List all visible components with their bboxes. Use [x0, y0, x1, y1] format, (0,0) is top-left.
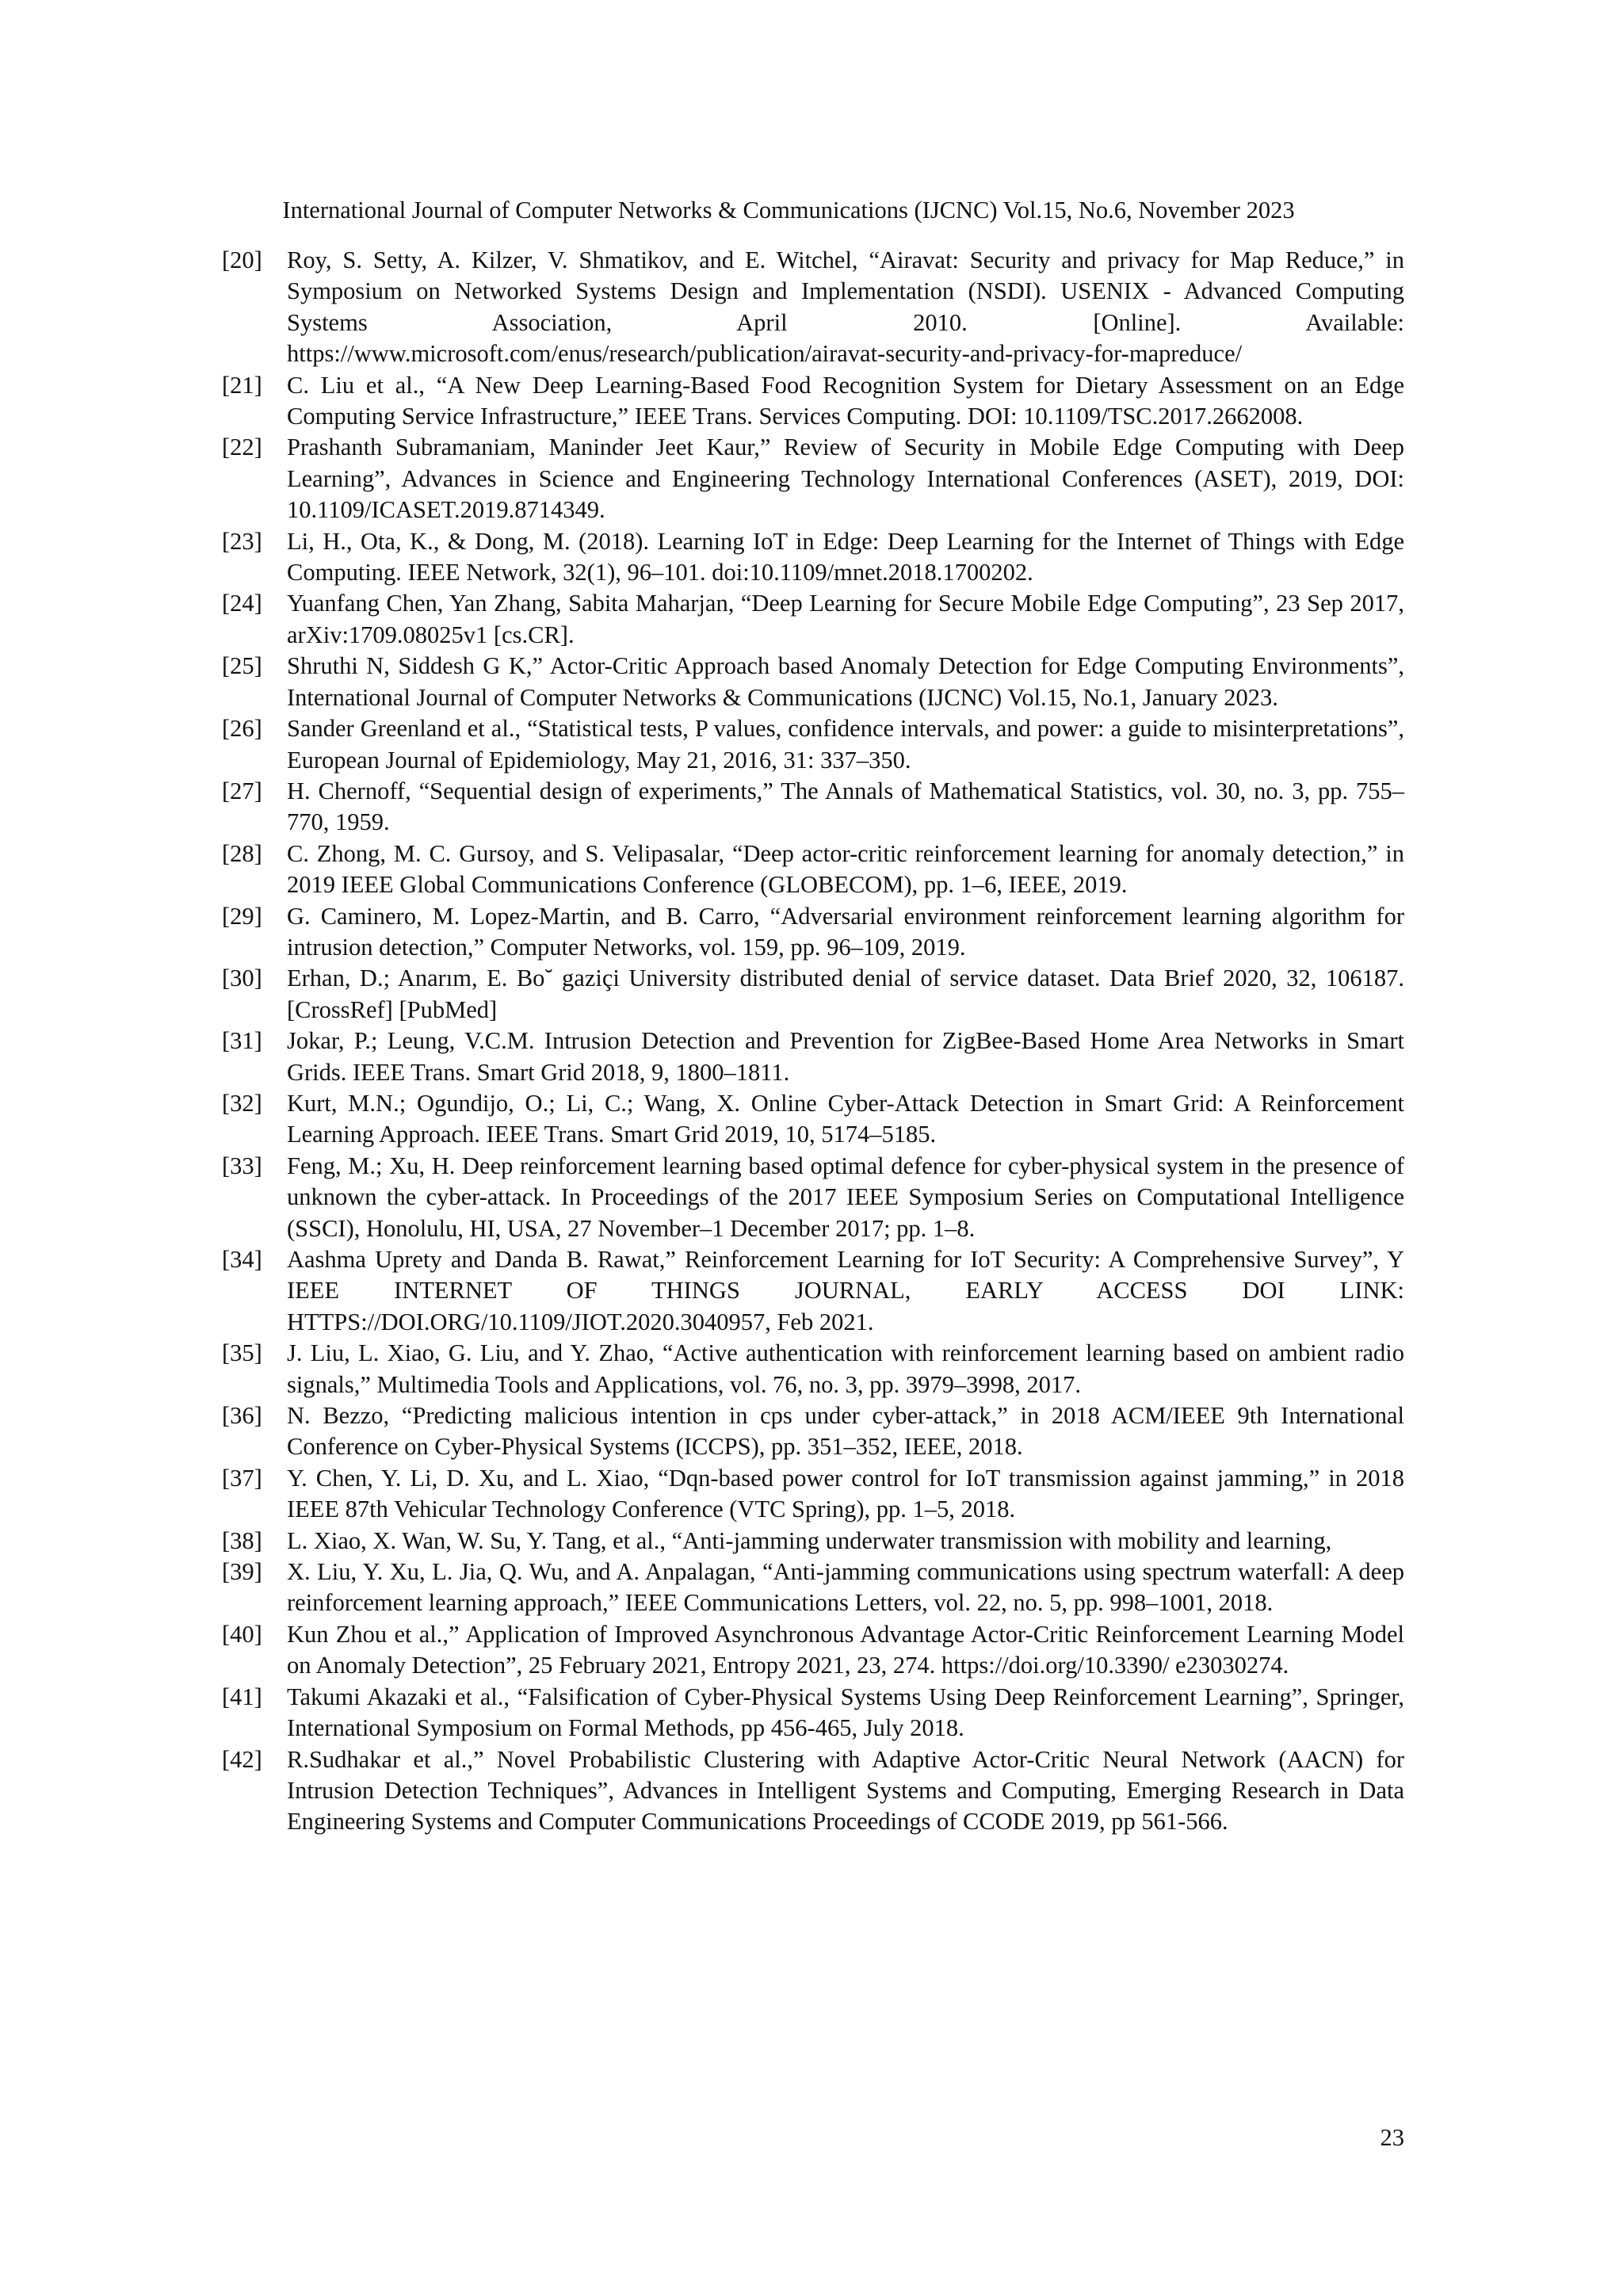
reference-text: L. Xiao, X. Wan, W. Su, Y. Tang, et al., “Anti-jamming underwater transmission with mobility and learning,	[287, 1526, 1332, 1554]
reference-text: Prashanth Subramaniam, Maninder Jeet Kaur,” Review of Security in Mobile Edge Computing with Deep Learning”, Advances in Science and Engineering Technology International Conferences (ASET), 2019, DOI: 10.1109/ICASET.2019.8714349.	[287, 434, 1404, 524]
reference-text: X. Liu, Y. Xu, L. Jia, Q. Wu, and A. Anpalagan, “Anti-jamming communications using spectrum waterfall: A deep reinforcement learning approach,” IEEE Communications Letters, vol. 22, no. 5, pp. 998–1001, 2018.	[287, 1558, 1404, 1617]
reference-text: Shruthi N, Siddesh G K,” Actor-Critic Approach based Anomaly Detection for Edge Computing Environments”, International Journal of Computer Networks & Communications (IJCNC) Vol.15, No.1, January 2023.	[287, 652, 1404, 711]
reference-number: [31]	[222, 1027, 262, 1055]
reference-text: Kurt, M.N.; Ogundijo, O.; Li, C.; Wang, X. Online Cyber-Attack Detection in Smart Grid: A Reinforcement Learning Approach. IEEE Trans. Smart Grid 2019, 10, 5174–5185.	[287, 1089, 1404, 1148]
reference-text: Sander Greenland et al., “Statistical tests, P values, confidence intervals, and power: a guide to misinterpretations”, European Journal of Epidemiology, May 21, 2016, 31: 337–350.	[287, 715, 1404, 774]
reference-entry	[222, 1463, 1404, 1526]
reference-text: R.Sudhakar et al.,” Novel Probabilistic Clustering with Adaptive Actor-Critic Neural Network (AACN) for Intrusion Detection Techniques”, Advances in Intelligent Systems and Computing, Emerging Research in Data Engineering Systems and Computer Communications Proceedings of CCODE 2019, pp 561-566.	[287, 1745, 1404, 1836]
reference-text: Kun Zhou et al.,” Application of Improved Asynchronous Advantage Actor-Critic Reinforcement Learning Model on Anomaly Detection”, 25 February 2021, Entropy 2021, 23, 274. https://doi.org/10.3390/ e23030274.	[287, 1620, 1404, 1679]
reference-number: [34]	[222, 1246, 262, 1273]
reference-entry	[222, 526, 1404, 589]
reference-entry	[222, 1244, 1404, 1338]
reference-number: [36]	[222, 1402, 262, 1430]
reference-text: H. Chernoff, “Sequential design of experiments,” The Annals of Mathematical Statistics, vol. 30, no. 3, pp. 755–770, 1959.	[287, 777, 1404, 836]
reference-entry	[222, 963, 1404, 1026]
reference-entry	[222, 901, 1404, 964]
reference-entry	[222, 245, 1404, 370]
reference-text: Roy, S. Setty, A. Kilzer, V. Shmatikov, and E. Witchel, “Airavat: Security and privacy for Map Reduce,” in Symposium on Networked Systems Design and Implementation (NSDI). USENIX - Advanced Computing Systems Association, April 2010. [Online]. Available: https://www.microsoft.com/enus/research/publication/airavat-security-and-privacy-for-mapreduce/	[287, 246, 1404, 368]
reference-entry	[222, 1151, 1404, 1244]
journal-header: International Journal of Computer Networks & Communications (IJCNC) Vol.15, No.6, November 2023	[282, 197, 1295, 223]
reference-entry	[222, 776, 1404, 839]
reference-entry	[222, 1619, 1404, 1682]
reference-entry	[222, 713, 1404, 776]
reference-entry	[222, 1744, 1404, 1838]
reference-text: Aashma Uprety and Danda B. Rawat,” Reinforcement Learning for IoT Security: A Comprehensive Survey”, Y IEEE INTERNET OF THINGS JOURNAL, EARLY ACCESS DOI LINK: HTTPS://DOI.ORG/10.1109/JIOT.2020.3040957, Feb 2021.	[287, 1246, 1404, 1335]
reference-number: [35]	[222, 1339, 262, 1367]
reference-entry	[222, 1088, 1404, 1151]
reference-number: [25]	[222, 652, 262, 680]
reference-entry	[222, 432, 1404, 525]
reference-entry	[222, 651, 1404, 713]
reference-text: J. Liu, L. Xiao, G. Liu, and Y. Zhao, “Active authentication with reinforcement learning based on ambient radio signals,” Multimedia Tools and Applications, vol. 76, no. 3, pp. 3979–3998, 2017.	[287, 1339, 1404, 1398]
reference-number: [23]	[222, 527, 262, 555]
reference-entry	[222, 1026, 1404, 1088]
reference-entry	[222, 1338, 1404, 1400]
page-number: 23	[1380, 2124, 1404, 2151]
reference-number: [20]	[222, 246, 262, 273]
reference-text: Feng, M.; Xu, H. Deep reinforcement learning based optimal defence for cyber-physical system in the presence of unknown the cyber-attack. In Proceedings of the 2017 IEEE Symposium Series on Computational Intelligence (SSCI), Honolulu, HI, USA, 27 November–1 December 2017; pp. 1–8.	[287, 1152, 1404, 1242]
reference-number: [30]	[222, 965, 262, 992]
reference-text: N. Bezzo, “Predicting malicious intention in cps under cyber-attack,” in 2018 ACM/IEEE 9th International Conference on Cyber-Physical Systems (ICCPS), pp. 351–352, IEEE, 2018.	[287, 1402, 1404, 1461]
reference-text: Takumi Akazaki et al., “Falsification of Cyber-Physical Systems Using Deep Reinforcement Learning”, Springer, International Symposium on Formal Methods, pp 456-465, July 2018.	[287, 1683, 1404, 1742]
reference-entry	[222, 1526, 1404, 1557]
reference-text: G. Caminero, M. Lopez-Martin, and B. Carro, “Adversarial environment reinforcement learning algorithm for intrusion detection,” Computer Networks, vol. 159, pp. 96–109, 2019.	[287, 902, 1404, 961]
reference-text: Yuanfang Chen, Yan Zhang, Sabita Maharjan, “Deep Learning for Secure Mobile Edge Computing”, 23 Sep 2017, arXiv:1709.08025v1 [cs.CR].	[287, 590, 1404, 648]
reference-entry	[222, 588, 1404, 651]
reference-entry	[222, 839, 1404, 901]
reference-text: Li, H., Ota, K., & Dong, M. (2018). Learning IoT in Edge: Deep Learning for the Internet of Things with Edge Computing. IEEE Network, 32(1), 96–101. doi:10.1109/mnet.2018.1700202.	[287, 527, 1404, 586]
reference-text: Erhan, D.; Anarım, E. Bo˘ gaziçi University distributed denial of service dataset. Data Brief 2020, 32, 106187. [CrossRef] [PubMed]	[287, 965, 1404, 1023]
reference-text: Jokar, P.; Leung, V.C.M. Intrusion Detection and Prevention for ZigBee-Based Home Area Networks in Smart Grids. IEEE Trans. Smart Grid 2018, 9, 1800–1811.	[287, 1027, 1404, 1086]
reference-number: [40]	[222, 1620, 262, 1648]
reference-number: [39]	[222, 1558, 262, 1586]
reference-entry	[222, 1682, 1404, 1744]
reference-number: [29]	[222, 902, 262, 930]
reference-number: [41]	[222, 1683, 262, 1710]
reference-number: [37]	[222, 1464, 262, 1492]
reference-text: Y. Chen, Y. Li, D. Xu, and L. Xiao, “Dqn-based power control for IoT transmission against jamming,” in 2018 IEEE 87th Vehicular Technology Conference (VTC Spring), pp. 1–5, 2018.	[287, 1464, 1404, 1523]
reference-number: [32]	[222, 1089, 262, 1117]
reference-number: [24]	[222, 590, 262, 617]
reference-number: [42]	[222, 1745, 262, 1773]
reference-text: C. Liu et al., “A New Deep Learning-Based Food Recognition System for Dietary Assessment on an Edge Computing Service Infrastructure,” IEEE Trans. Services Computing. DOI: 10.1109/TSC.2017.2662008.	[287, 371, 1404, 430]
reference-number: [38]	[222, 1526, 262, 1554]
reference-number: [21]	[222, 371, 262, 399]
reference-entry	[222, 370, 1404, 433]
reference-entry	[222, 1400, 1404, 1463]
reference-text: C. Zhong, M. C. Gursoy, and S. Velipasalar, “Deep actor-critic reinforcement learning for anomaly detection,” in 2019 IEEE Global Communications Conference (GLOBECOM), pp. 1–6, IEEE, 2019.	[287, 839, 1404, 899]
reference-number: [28]	[222, 839, 262, 867]
reference-list	[222, 245, 1404, 1838]
reference-number: [27]	[222, 777, 262, 804]
reference-number: [22]	[222, 434, 262, 461]
reference-number: [26]	[222, 715, 262, 743]
reference-entry	[222, 1557, 1404, 1619]
reference-number: [33]	[222, 1152, 262, 1179]
